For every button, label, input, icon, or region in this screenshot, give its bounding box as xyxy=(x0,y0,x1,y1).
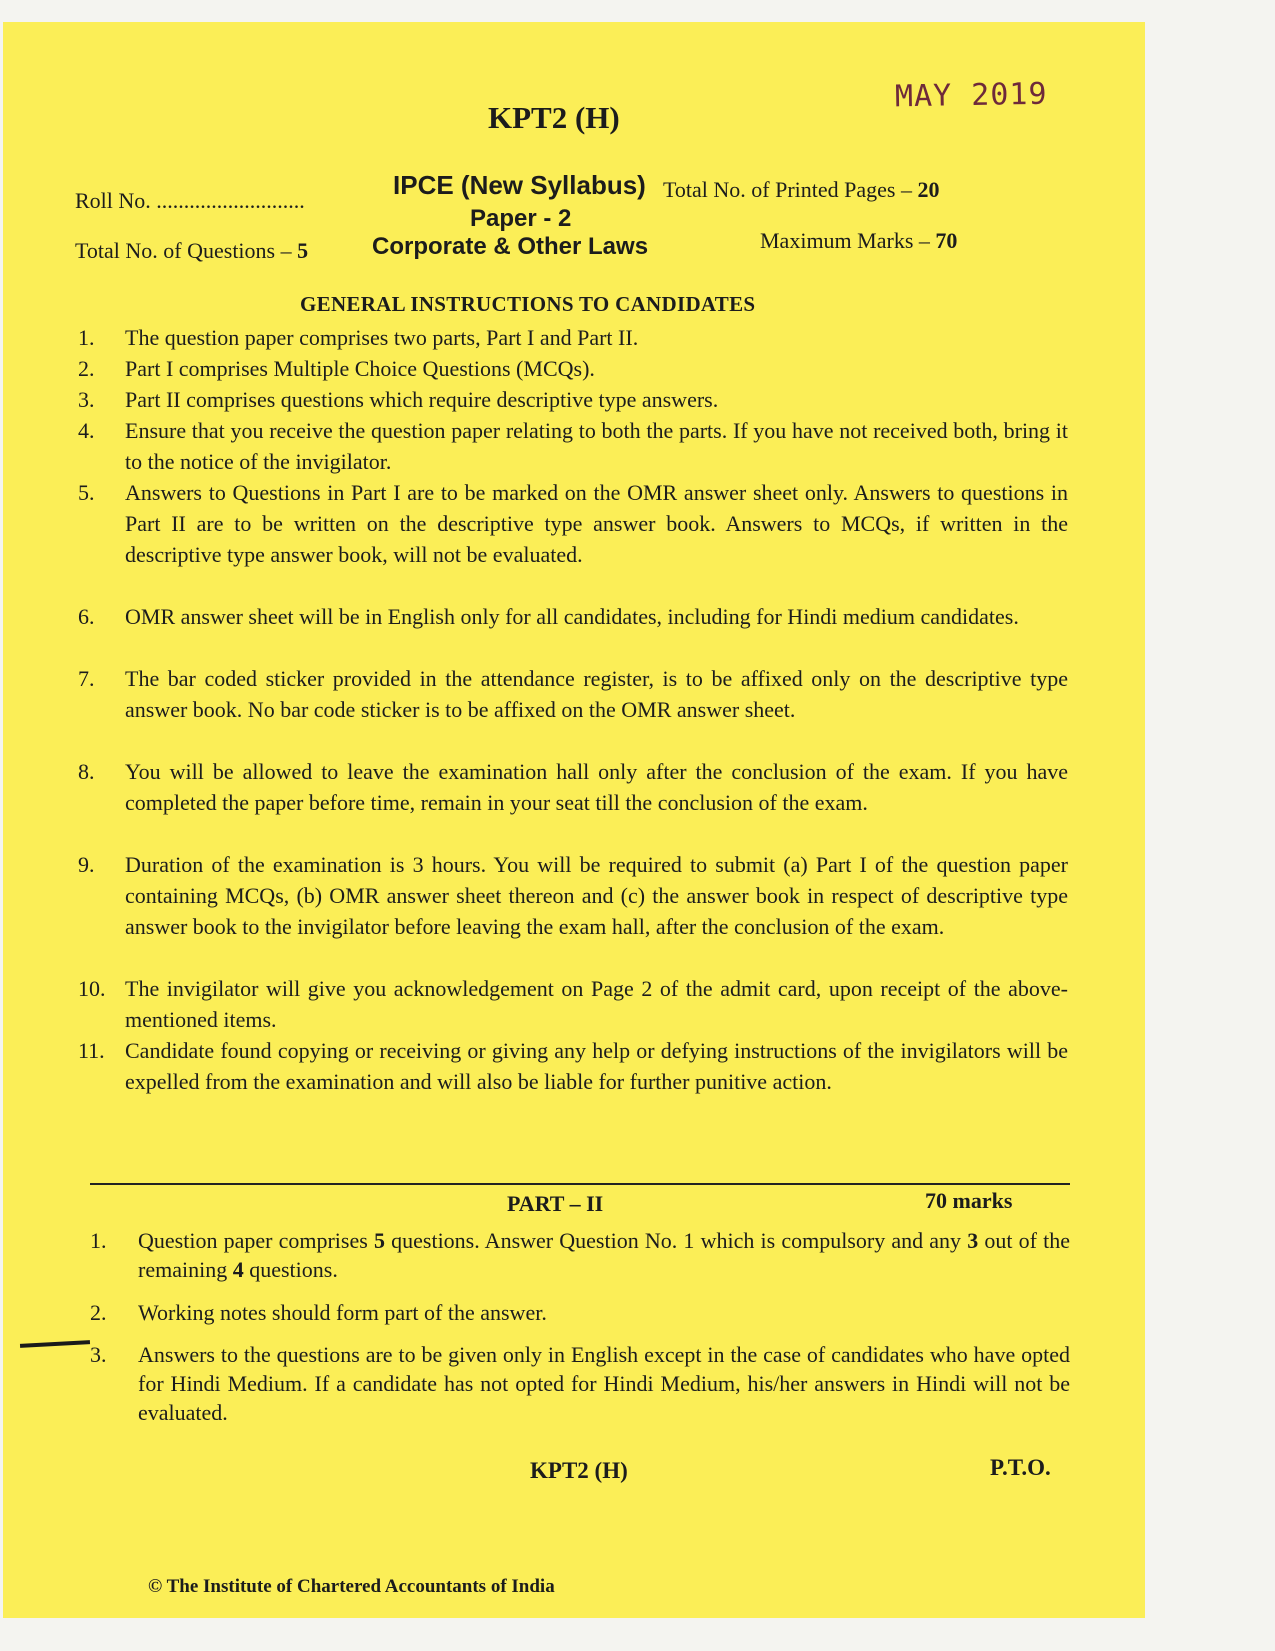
section-divider xyxy=(90,1183,1070,1185)
instruction-item: 8. You will be allowed to leave the examination hall only after the conclusion of the exam. If you have completed the paper before time, remain in your seat till the conclusion of the exam. xyxy=(78,759,1068,815)
paper-code: KPT2 (H) xyxy=(488,100,620,135)
maximum-marks-label: Maximum Marks – xyxy=(760,228,936,253)
instruction-item: 3. Part II comprises questions which require descriptive type answers. xyxy=(78,387,719,412)
please-turn-over: P.T.O. xyxy=(990,1455,1051,1480)
printed-pages xyxy=(663,177,939,203)
total-questions xyxy=(75,238,308,264)
general-instructions-title: GENERAL INSTRUCTIONS TO CANDIDATES xyxy=(300,292,756,316)
total-questions-label: Total No. of Questions – xyxy=(75,238,298,263)
date-stamp: MAY 2019 xyxy=(894,76,1048,115)
instruction-item: 5. Answers to Questions in Part I are to be marked on the OMR answer sheet only. Answers to questions in Part II are to be written on the descriptive type answer book. Answers to MCQs, if written in the descriptive type answer book, will not be evaluated. xyxy=(78,480,1068,567)
part-two-marks: 70 marks xyxy=(925,1188,1013,1213)
instruction-item: 9. Duration of the examination is 3 hours. You will be required to submit (a) Part I of the question paper containing MCQs, (b) OMR answer sheet thereon and (c) the answer book in respect of descriptive type answer book to the invigilator before leaving the exam hall, after the conclusion of the exam. xyxy=(78,852,1068,939)
maximum-marks xyxy=(760,228,957,254)
part-two-item: 2. Working notes should form part of the answer. xyxy=(90,1300,547,1325)
printed-pages-value: 20 xyxy=(917,177,940,202)
instruction-item: 1. The question paper comprises two parts, Part I and Part II. xyxy=(78,325,639,350)
instruction-item: 4. Ensure that you receive the question paper relating to both the parts. If you have not received both, bring it to the notice of the invigilator. xyxy=(78,418,1068,474)
subject-title: Corporate & Other Laws xyxy=(372,233,649,260)
copyright-notice: © The Institute of Chartered Accountants of India xyxy=(148,1576,555,1597)
total-questions-value: 5 xyxy=(297,238,309,263)
part-two-item: 3. Answers to the questions are to be given only in English except in the case of candidates who have opted for Hindi Medium. If a candidate has not opted for Hindi Medium, his/her answers in Hindi will not be evaluated. xyxy=(90,1342,1070,1425)
instruction-item: 7. The bar coded sticker provided in the attendance register, is to be affixed only on the descriptive type answer book. No bar code sticker is to be affixed on the OMR answer sheet. xyxy=(78,666,1068,722)
printed-pages-label: Total No. of Printed Pages – xyxy=(663,177,918,202)
part-two-title: PART – II xyxy=(507,1191,604,1216)
footer-paper-code: KPT2 (H) xyxy=(530,1458,628,1483)
maximum-marks-value: 70 xyxy=(935,228,958,253)
instruction-item: 2. Part I comprises Multiple Choice Questions (MCQs). xyxy=(78,356,595,381)
roll-number-field: Roll No. ........................... xyxy=(75,188,305,213)
instruction-item: 10. The invigilator will give you acknowledgement on Page 2 of the admit card, upon receipt of the above-mentioned items. xyxy=(78,976,1068,1032)
paper-number: Paper - 2 xyxy=(470,205,572,232)
instruction-item: 11. Candidate found copying or receiving or giving any help or defying instructions of the invigilators will be expelled from the examination and will also be liable for further punitive action. xyxy=(78,1038,1068,1094)
part-two-item: 1. Question paper comprises 5 questions. Answer Question No. 1 which is compulsory and any 3 out of the remaining 4 questions. xyxy=(90,1228,1070,1282)
instruction-item: 6. OMR answer sheet will be in English only for all candidates, including for Hindi medium candidates. xyxy=(78,604,1019,629)
exam-name: IPCE (New Syllabus) xyxy=(393,170,646,200)
